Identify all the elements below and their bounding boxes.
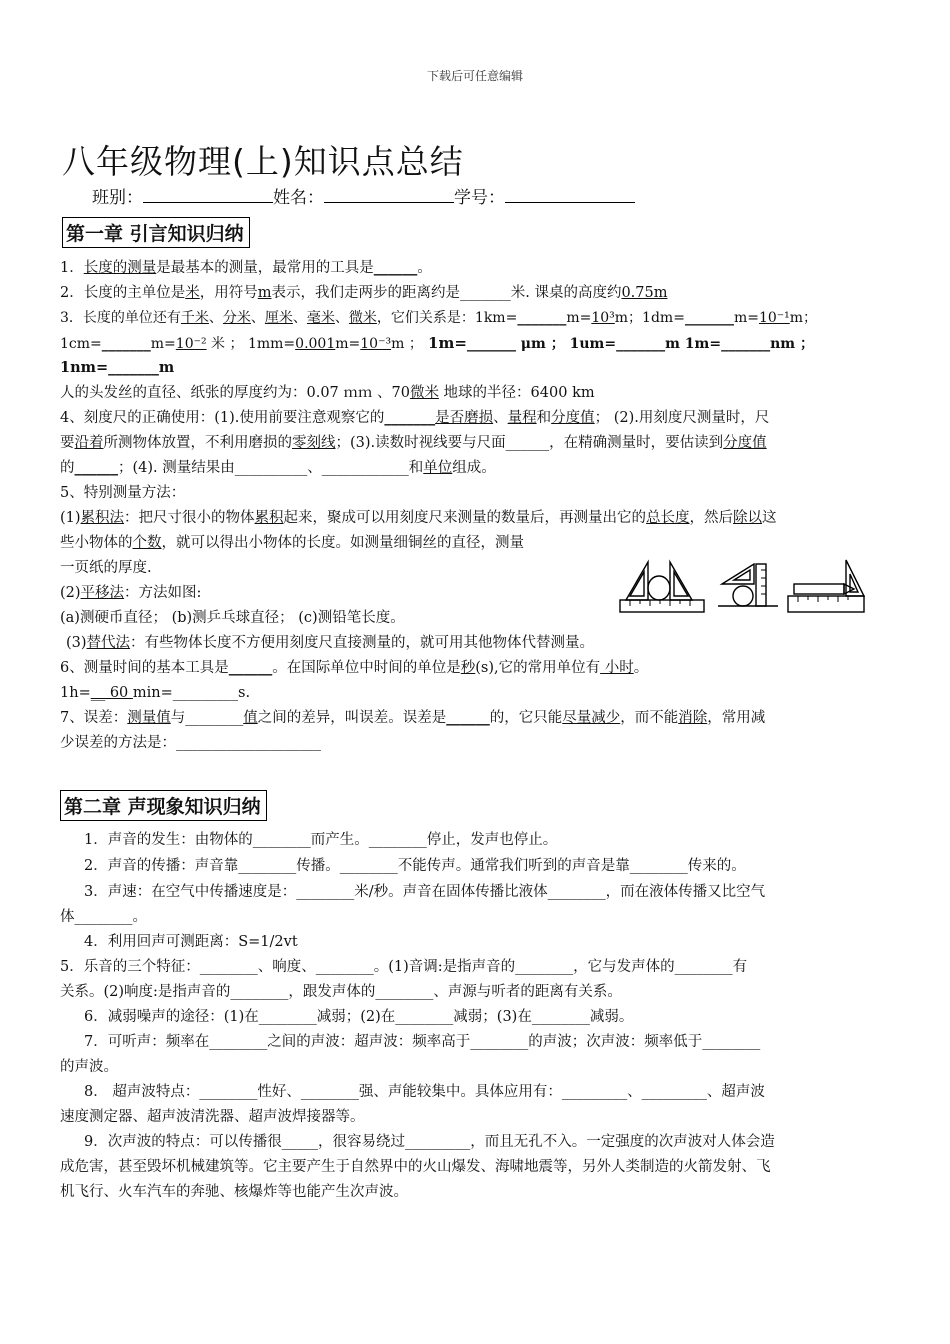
ch2-line-5: 4．利用回声可测距离：S=1/2vt	[84, 934, 298, 950]
ch1-line-17: 6、测量时间的基本工具是______。在国际单位中时间的单位是秒(s),它的常用单位有 小时。	[60, 659, 649, 676]
triangle-a-right	[670, 562, 692, 600]
triangle-a-left	[626, 562, 648, 600]
ch1-line-14: (2)平移法：方法如图:	[60, 585, 202, 601]
ch1-line-8: 要沿着所测物体放置，不利用磨损的零刻线；(3).读数时视线要与尺面______，在精确测量时，要估读到分度值	[60, 435, 767, 451]
name-blank[interactable]	[324, 187, 454, 203]
ch1-line-18: 1h=__ 60 min=_________s.	[60, 685, 251, 701]
ch1-line-19: 7、误差：测量值与________值之间的差异，叫误差。误差是______的，它只能尽量减少，而不能消除，常用减	[60, 709, 766, 726]
student-info-line	[92, 183, 635, 208]
ch1-line-15: (a)测硬币直径； (b)测乒乓球直径； (c)测铅笔长度。	[60, 610, 405, 626]
ch1-line-3: 3．长度的单位还有千米、分米、厘米、毫米、微米，它们关系是：1km=_______m=10³m；1dm=_______m=10⁻¹m；	[60, 310, 818, 326]
ch2-line-3: 3．声速：在空气中传播速度是：________米/秒。声音在固体传播比液体________，而在液体传播又比空气	[84, 884, 766, 900]
ch1-line-16: (3)替代法：有些物体长度不方便用刻度尺直接测量的，就可用其他物体代替测量。	[66, 635, 595, 651]
ch1-line-20: 少误差的方法是：____________________	[60, 735, 321, 751]
ch1-line-5: 1nm=_______m	[60, 359, 175, 376]
coin-shape	[648, 576, 670, 600]
ruler-c	[788, 596, 864, 612]
ruler-a	[620, 600, 704, 612]
triangle-c	[846, 560, 864, 596]
ch2-line-4: 体________。	[60, 909, 147, 925]
chapter-1-heading: 第一章 引言知识归纳	[62, 217, 250, 248]
ch1-line-1: 1．长度的测量是最基本的测量，最常用的工具是______。	[60, 259, 432, 276]
ch1-line-7: 4、刻度尺的正确使用：(1).使用前要注意观察它的_______是否磨损、量程和分度值； (2).用刻度尺测量时，尺	[60, 409, 770, 426]
pencil-shape	[794, 584, 844, 594]
ch1-line-12: 些小物体的个数，就可以得出小物体的长度。如测量细铜丝的直径，测量	[60, 535, 524, 551]
page-header: 下载后可任意编辑	[426, 69, 523, 83]
ch2-line-2: 2．声音的传播：声音靠________传播。________不能传声。通常我们听到的声音是靠________传来的。	[84, 858, 746, 874]
ch1-line-4: 1cm=_______m=10⁻² 米 ； 1mm=0.001m=10⁻³m ； 1m=_______ μm ； 1um=_______m 1m=_______nm ；	[60, 334, 814, 352]
measurement-methods-figure	[618, 556, 866, 616]
ch2-line-13: 9．次声波的特点：可以传播很_____，很容易绕过_________，而且无孔不入。一定强度的次声波对人体会造	[84, 1134, 775, 1150]
ch1-line-11: (1)累积法：把尺寸很小的物体累积起来，聚成可以用刻度尺来测量的数量后，再测量出它的总长度，然后除以这	[60, 510, 777, 526]
ch2-line-1: 1．声音的发生：由物体的________而产生。________停止，发声也停止。	[84, 832, 558, 848]
ch1-line-2: 2．长度的主单位是米，用符号m表示，我们走两步的距离约是_______米. 课桌的高度约0.75m	[60, 285, 668, 301]
ch2-line-14: 成危害，甚至毁坏机械建筑等。它主要产生于自然界中的火山爆发、海啸地震等，另外人类制造的火箭发射、飞	[60, 1159, 771, 1175]
ch2-line-12: 速度测定器、超声波清洗器、超声波焊接器等。	[60, 1109, 365, 1125]
class-label: 班别：	[92, 188, 143, 208]
id-label: 学号：	[454, 188, 505, 208]
page-title: 八年级物理(上)知识点总结	[62, 142, 464, 181]
ch1-line-13: 一页纸的厚度.	[60, 560, 152, 576]
ch1-line-6: 人的头发丝的直径、纸张的厚度约为：0.07 ｍｍ 、70微米 地球的半径：6400 km	[60, 385, 595, 401]
chapter-2-heading: 第二章 声现象知识归纳	[60, 790, 267, 821]
class-blank[interactable]	[143, 187, 273, 203]
ch1-line-10: 5、特别测量方法：	[60, 485, 186, 501]
ch1-line-9: 的______；(4). 测量结果由__________、____________和单位组成。	[60, 459, 496, 476]
ch2-line-11: 8． 超声波特点：________性好、________强、声能较集中。具体应用有：_________、_________、超声波	[84, 1084, 765, 1100]
ball-shape	[733, 586, 753, 606]
ch2-line-15: 机飞行、火车汽车的奔驰、核爆炸等也能产生次声波。	[60, 1184, 408, 1200]
ch2-line-10: 的声波。	[60, 1059, 118, 1075]
ch2-line-7: 关系。(2)响度:是指声音的________，跟发声体的________、声源与听者的距离有关系。	[60, 984, 622, 1000]
ch2-line-6: 5．乐音的三个特征：________、响度、________。(1)音调:是指声音的________，它与发声体的________有	[60, 959, 748, 975]
ch2-line-8: 6．减弱噪声的途径：(1)在________减弱；(2)在________减弱；(3)在________减弱。	[84, 1009, 634, 1025]
name-label: 姓名：	[273, 188, 324, 208]
triangle-b	[722, 564, 754, 584]
id-blank[interactable]	[505, 187, 635, 203]
ch2-line-9: 7．可听声：频率在________之间的声波：超声波：频率高于________的声波；次声波：频率低于________	[84, 1034, 761, 1050]
